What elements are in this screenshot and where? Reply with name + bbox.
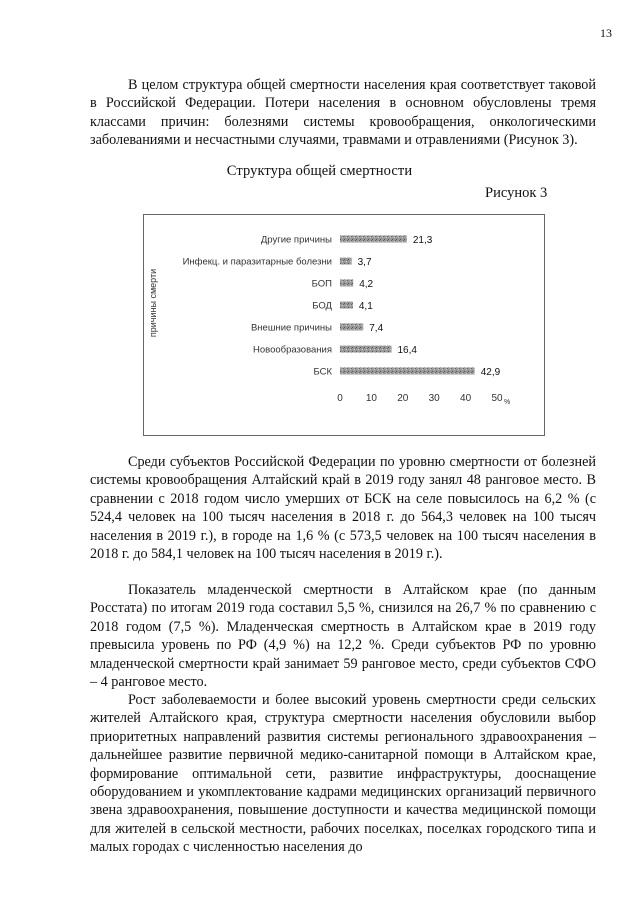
mortality-structure-chart: [144, 215, 546, 437]
bar: [340, 368, 475, 375]
category-label: БОД: [312, 300, 332, 312]
bar: [340, 346, 391, 353]
category-label: БСК: [313, 366, 332, 378]
paragraph-intro: В целом структура общей смертности населения края соответствует таковой в Российской Федерации. Потери населения в основном обусловлены тремя классами причин: болезнями системы кровообращения, онкологическими заболеваниями и несчастными случаями, травмами и отравлениями (Рисунок 3).: [90, 77, 596, 149]
paragraph-infant-mortality: Показатель младенческой смертности в Алтайском крае (по данным Росстата) по итогам 2019 года составил 5,5 %, снизился на 26,7 % по сравнению с 2018 годом (7,5 %). Младенческая смертность в Алтайском крае в 2019 году превысила уровень по РФ (4,9 %) на 12,2 %. Среди субъектов РФ по уровню младенческой смертности край занимает 59 ранговое место, среди субъектов СФО – 4 ранговое место.: [90, 582, 596, 691]
value-label: 7,4: [369, 323, 384, 334]
bar: [340, 236, 407, 243]
x-tick-label: 10: [365, 393, 377, 404]
value-label: 4,2: [359, 279, 374, 290]
bar: [340, 302, 353, 309]
paragraph-bsk-ranking: Среди субъектов Российской Федерации по уровню смертности от болезней системы кровообращения Алтайский край в 2019 году занял 48 ранговое место. В сравнении с 2018 годом число умерших от БСК на селе повысилось на 6,2 % (с 524,4 человек на 100 тысяч населения в 2018 г. до 564,3 человек на 100 тысяч населения в 2019 г.), в городе на 1,6 % (с 573,5 человек на 100 тысяч населения в 2018 г. до 584,1 человек на 100 тысяч населения в 2019 г.).: [90, 454, 596, 563]
x-tick-label: 0: [337, 393, 343, 404]
x-tick-label: 20: [397, 393, 409, 404]
category-label: Другие причины: [260, 234, 332, 246]
y-axis-title: причины смерти: [148, 268, 158, 338]
category-label: Инфекц. и паразитарные болезни: [182, 256, 332, 268]
paragraph-priorities: Рост заболеваемости и более высокий уровень смертности среди сельских жителей Алтайского края, структура смертности населения обусловили выбор приоритетных направлений развития системы регионального здравоохранения – дальнейшее развитие первичной медико-санитарной помощи в Алтайском крае, формирование оптимальной сети, развитие инфраструктуры, дооснащение оборудованием и укомплектование кадрами медицинских организаций первичного звена здравоохранения, повышение доступности и качества медицинской помощи для жителей в сельской местности, рабочих поселках, поселках городского типа и малых городах с численностью населения до: [90, 692, 596, 856]
category-label: БОП: [311, 278, 332, 290]
figure-title: Структура общей смертности: [226, 163, 413, 179]
x-tick-label: 50: [491, 393, 503, 404]
bar: [340, 324, 363, 331]
value-label: 42,9: [480, 367, 501, 378]
category-label: Новообразования: [252, 344, 332, 356]
bar: [340, 280, 353, 287]
figure-label: Рисунок 3: [485, 185, 548, 201]
bar: [340, 258, 352, 265]
value-label: 4,1: [358, 301, 373, 312]
value-label: 16,4: [397, 345, 417, 356]
x-tick-label: 30: [428, 393, 440, 404]
category-label: Внешние причины: [250, 322, 332, 334]
x-unit-label: %: [504, 399, 511, 406]
page-number: 13: [600, 26, 612, 40]
value-label: 3,7: [357, 257, 372, 268]
chart-frame: [143, 214, 545, 436]
x-tick-label: 40: [460, 393, 472, 404]
value-label: 21,3: [412, 235, 433, 246]
